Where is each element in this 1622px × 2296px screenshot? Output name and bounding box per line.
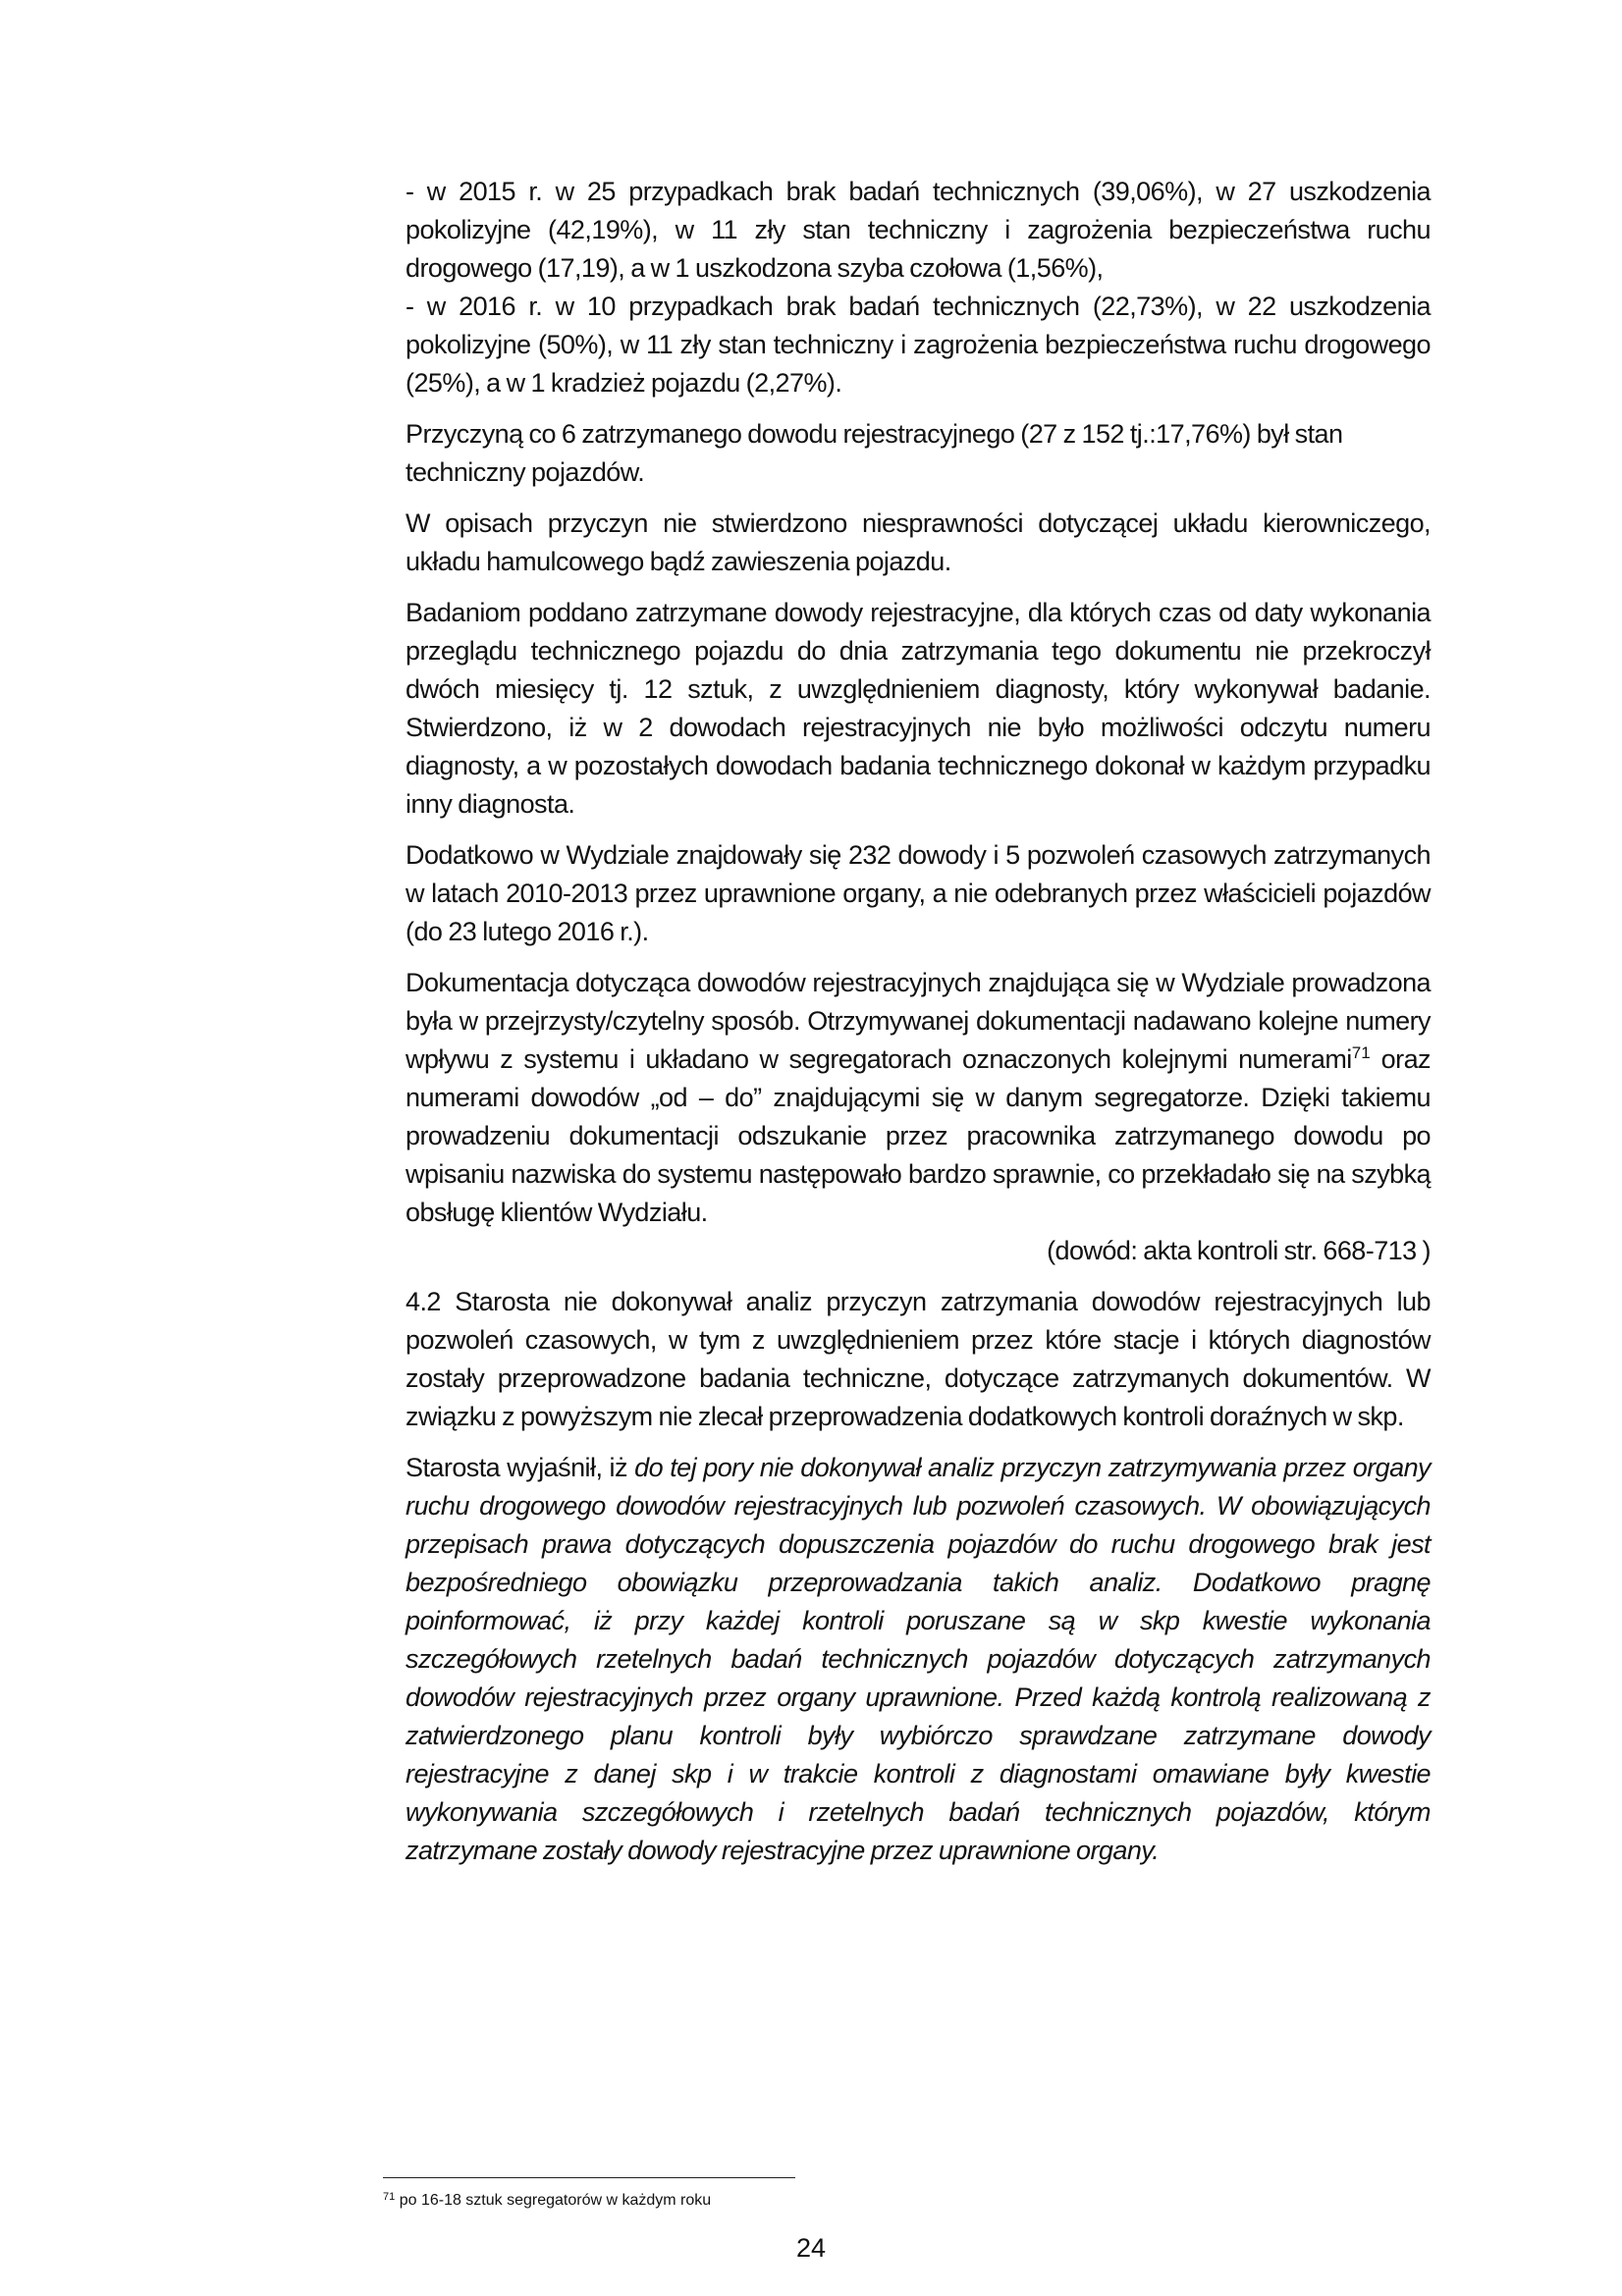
list-item-2015: - w 2015 r. w 25 przypadkach brak badań technicznych (39,06%), w 27 uszkodzenia pokolizyjne (42,19%), w 11 zły stan techniczny i zagrożenia bezpieczeństwa ruchu drogowego (17,19), a w 1 uszkodzona szyba czołowa (1,56%),	[406, 177, 1431, 283]
paragraph-examined: Badaniom poddano zatrzymane dowody rejestracyjne, dla których czas od daty wykonania przeglądu technicznego pojazdu do dnia zatrzymania tego dokumentu nie przekroczył dwóch miesięcy tj. 12 sztuk, z uwzględnieniem diagnosty, który wykonywał badanie. Stwierdzono, iż w 2 dowodach rejestracyjnych nie było możliwości odczytu numeru diagnosty, a w pozostałych dowodach badania technicznego dokonał w każdym przypadku inny diagnosta.	[406, 598, 1431, 819]
paragraph-documentation	[406, 964, 1431, 1232]
paragraph-explanation	[406, 1449, 1431, 1870]
explanation-quote: do tej pory nie dokonywał analiz przyczyn zatrzymywania przez organy ruchu drogowego dowodów rejestracyjnych lub pozwoleń czasowych. W obowiązujących przepisach prawa dotyczących dopuszczenia pojazdów do ruchu drogowego brak jest bezpośredniego obowiązku przeprowadzania takich analiz. Dodatkowo pragnę poinformować, iż przy każdej kontroli poruszane są w skp kwestie wykonania szczegółowych rzetelnych badań technicznych pojazdów dotyczących zatrzymanych dowodów rejestracyjnych przez organy uprawnione. Przed każdą kontrolą realizowaną z zatwierdzonego planu kontroli były wybiórczo sprawdzane zatrzymane dowody rejestracyjne z danej skp i w trakcie kontroli z diagnostami omawiane były kwestie wykonywania szczegółowych i rzetelnych badań technicznych pojazdów, którym zatrzymane zostały dowody rejestracyjne przez uprawnione organy.	[406, 1453, 1431, 1865]
footnote-text: po 16-18 sztuk segregatorów w każdym roku	[395, 2192, 712, 2209]
paragraph-documentation-part1: Dokumentacja dotycząca dowodów rejestracyjnych znajdująca się w Wydziale prowadzona była w przejrzysty/czytelny sposób. Otrzymywanej dokumentacji nadawano kolejne numery wpływu z systemu i układano w segregatorach oznaczonych kolejnymi numerami	[406, 968, 1431, 1074]
footnote-separator	[383, 2177, 795, 2178]
paragraph-starosta: 4.2 Starosta nie dokonywał analiz przyczyn zatrzymania dowodów rejestracyjnych lub pozwoleń czasowych, w tym z uwzględnieniem przez które stacje i których diagnostów zostały przeprowadzone badania techniczne, dotyczące zatrzymanych dokumentów. W związku z powyższym nie zlecał przeprowadzenia dodatkowych kontroli doraźnych w skp.	[406, 1287, 1431, 1431]
page-number: 24	[795, 2233, 827, 2263]
footnote-number: 71	[383, 2191, 396, 2203]
footnote	[383, 2191, 1267, 2211]
paragraph-cause: Przyczyną co 6 zatrzymanego dowodu rejestracyjnego (27 z 152 tj.:17,76%) był stan techniczny pojazdów.	[406, 419, 1343, 487]
evidence-reference: (dowód: akta kontroli str. 668-713 )	[1047, 1236, 1431, 1265]
explanation-lead: Starosta wyjaśnił, iż	[406, 1453, 635, 1482]
page-body	[406, 173, 1431, 1883]
footnote-reference: 71	[1351, 1043, 1371, 1062]
paragraph-documentation-part2: oraz numerami dowodów „od – do” znajdującymi się w danym segregatorze. Dzięki takiemu prowadzeniu dokumentacji odszukanie przez pracownika zatrzymanego dowodu po wpisaniu nazwiska do systemu następowało bardzo sprawnie, co przekładało się na szybką obsługę klientów Wydziału.	[406, 1044, 1431, 1227]
list-item-2016: - w 2016 r. w 10 przypadkach brak badań technicznych (22,73%), w 22 uszkodzenia pokolizyjne (50%), w 11 zły stan techniczny i zagrożenia bezpieczeństwa ruchu drogowego (25%), a w 1 kradzież pojazdu (2,27%).	[406, 292, 1431, 398]
paragraph-no-defects: W opisach przyczyn nie stwierdzono niesprawności dotyczącej układu kierowniczego, układu hamulcowego bądź zawieszenia pojazdu.	[406, 508, 1431, 576]
paragraph-additionally: Dodatkowo w Wydziale znajdowały się 232 dowody i 5 pozwoleń czasowych zatrzymanych w latach 2010-2013 przez uprawnione organy, a nie odebranych przez właścicieli pojazdów (do 23 lutego 2016 r.).	[406, 840, 1431, 946]
